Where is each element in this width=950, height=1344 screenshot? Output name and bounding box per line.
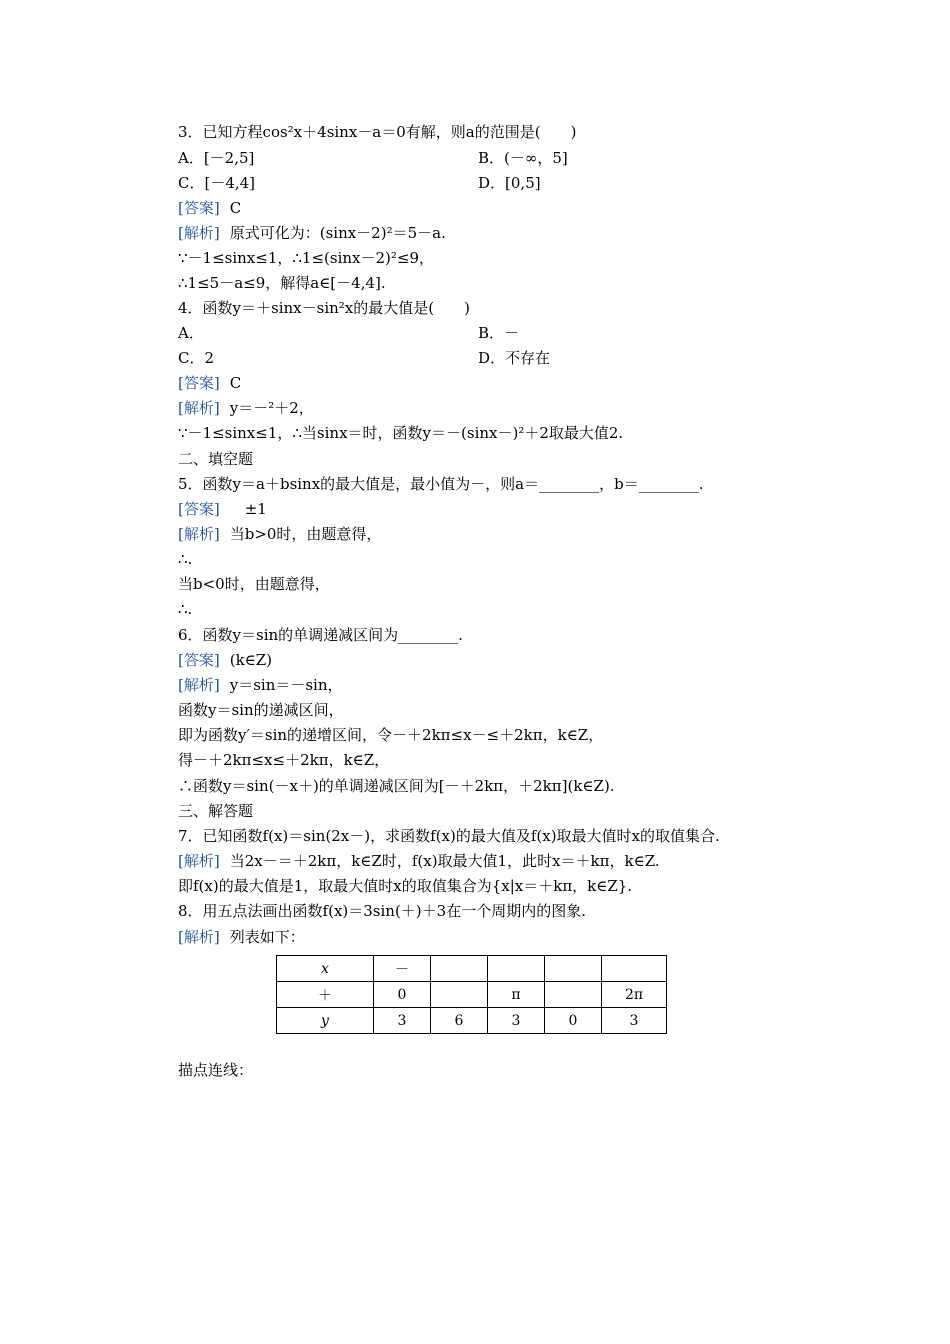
line-text: 三、解答题 [178, 802, 254, 820]
table-cell: ＋ [277, 982, 374, 1008]
text-line [178, 901, 586, 921]
text-line [478, 323, 519, 343]
table-cell [545, 956, 602, 982]
line-text: ∴. [178, 550, 193, 568]
text-line [178, 148, 254, 168]
text-line [178, 449, 253, 469]
table-cell: 0 [374, 982, 431, 1008]
line-text: C [229, 199, 242, 217]
text-line [178, 599, 192, 619]
line-text: ∴. [178, 600, 193, 618]
text-line [178, 223, 446, 243]
section-tag: [解析] [178, 852, 220, 870]
table-cell [431, 956, 488, 982]
text-line [478, 348, 550, 368]
section-tag: [答案] [178, 374, 220, 392]
table-row [277, 982, 667, 1008]
table-cell: 6 [431, 1008, 488, 1034]
line-text: 函数y＝sin的递减区间， [178, 701, 344, 719]
line-text: ∴函数y＝sin(－x＋)的单调递减区间为[－＋2kπ，＋2kπ](k∈Z). [178, 777, 615, 795]
table-cell [602, 956, 667, 982]
text-line [178, 373, 241, 393]
line-text: 列表如下： [229, 928, 305, 946]
line-text: ∴1≤5－a≤9，解得a∈[－4,4]. [178, 274, 386, 292]
text-line [178, 776, 615, 796]
line-text: A． [178, 324, 204, 342]
line-text: D．不存在 [478, 349, 551, 367]
table-cell: x [277, 956, 374, 982]
line-text: 8．用五点法画出函数f(x)＝3sin(＋)＋3在一个周期内的图象. [178, 902, 586, 920]
text-line [178, 499, 267, 519]
line-text: 4．函数y＝＋sinx－sin²x的最大值是( ) [178, 299, 470, 317]
text-line [178, 398, 314, 418]
table-row [277, 1008, 667, 1034]
text-line [178, 750, 389, 770]
line-text: y＝sin＝－sin， [229, 676, 343, 694]
text-line [178, 700, 344, 720]
line-text: B．(－∞，5] [478, 149, 568, 167]
line-text: 得－＋2kπ≤x≤＋2kπ，k∈Z， [178, 751, 390, 769]
section-tag: [解析] [178, 399, 220, 417]
line-text: 5．函数y＝a＋bsinx的最大值是，最小值为－，则a＝________，b＝________. [178, 475, 704, 493]
text-line [178, 474, 704, 494]
line-text: 7．已知函数f(x)＝sin(2x－)，求函数f(x)的最大值及f(x)取最大值时x的取值集合. [178, 827, 720, 845]
line-text: 即f(x)的最大值是1，取最大值时x的取值集合为{x|x＝＋kπ，k∈Z}. [178, 877, 633, 895]
line-text: C．[－4,4] [178, 174, 256, 192]
text-line [178, 675, 343, 695]
text-line [178, 198, 241, 218]
text-line [178, 574, 330, 594]
five-point-table [276, 955, 667, 1034]
text-line [178, 298, 470, 318]
text-line [178, 524, 381, 544]
text-line [178, 927, 305, 947]
table-row [277, 956, 667, 982]
line-text: 当b<0时，由题意得， [178, 575, 330, 593]
table-cell: 2π [602, 982, 667, 1008]
text-line [178, 1060, 253, 1080]
table-cell [488, 956, 545, 982]
text-line [178, 876, 632, 896]
text-line [178, 248, 434, 268]
text-line [178, 549, 192, 569]
section-tag: [解析] [178, 224, 220, 242]
text-line [178, 323, 204, 343]
line-text: ∵－1≤sinx≤1，∴1≤(sinx－2)²≤9， [178, 249, 435, 267]
section-tag: [答案] [178, 199, 220, 217]
line-text: y＝－²＋2， [229, 399, 314, 417]
line-text: 即为函数y′＝sin的递增区间，令－＋2kπ≤x－≤＋2kπ，k∈Z， [178, 726, 604, 744]
line-text: 二、填空题 [178, 450, 254, 468]
section-tag: [解析] [178, 928, 220, 946]
line-text: 3．已知方程cos²x＋4sinx－a＝0有解，则a的范围是( ) [178, 123, 577, 141]
table-cell: π [488, 982, 545, 1008]
section-tag: [答案] [178, 500, 220, 518]
line-text: ±1 [229, 500, 267, 518]
line-text: ∵－1≤sinx≤1，∴当sinx＝时，函数y＝－(sinx－)²＋2取最大值2. [178, 424, 624, 442]
line-text: 6．函数y＝sin的单调递减区间为________. [178, 626, 463, 644]
text-line [178, 122, 576, 142]
text-line [178, 348, 214, 368]
line-text: 当2x－＝＋2kπ，k∈Z时，f(x)取最大值1，此时x＝＋kπ，k∈Z. [229, 852, 660, 870]
section-tag: [解析] [178, 525, 220, 543]
section-tag: [答案] [178, 651, 220, 669]
table-cell: 0 [545, 1008, 602, 1034]
line-text: 当b>0时，由题意得， [229, 525, 382, 543]
text-line [178, 650, 272, 670]
table-cell [545, 982, 602, 1008]
text-line [478, 173, 541, 193]
text-line [178, 851, 660, 871]
text-line [178, 725, 603, 745]
line-text: D．[0,5] [478, 174, 541, 192]
text-line [478, 148, 568, 168]
text-line [178, 826, 720, 846]
table-cell [431, 982, 488, 1008]
line-text: C [229, 374, 242, 392]
line-text: C．2 [178, 349, 215, 367]
text-line [178, 625, 463, 645]
table-cell: 3 [602, 1008, 667, 1034]
line-text: (k∈Z) [229, 651, 273, 669]
line-text: 原式可化为：(sinx－2)²＝5－a. [229, 224, 446, 242]
table-cell: 3 [374, 1008, 431, 1034]
table-cell: y [277, 1008, 374, 1034]
line-text: B．－ [478, 324, 520, 342]
text-line [178, 801, 253, 821]
text-line [178, 273, 386, 293]
table-cell: 3 [488, 1008, 545, 1034]
line-text: 描点连线： [178, 1061, 254, 1079]
text-line [178, 173, 255, 193]
line-text: A．[－2,5] [178, 149, 255, 167]
section-tag: [解析] [178, 676, 220, 694]
text-line [178, 423, 623, 443]
table-cell: － [374, 956, 431, 982]
